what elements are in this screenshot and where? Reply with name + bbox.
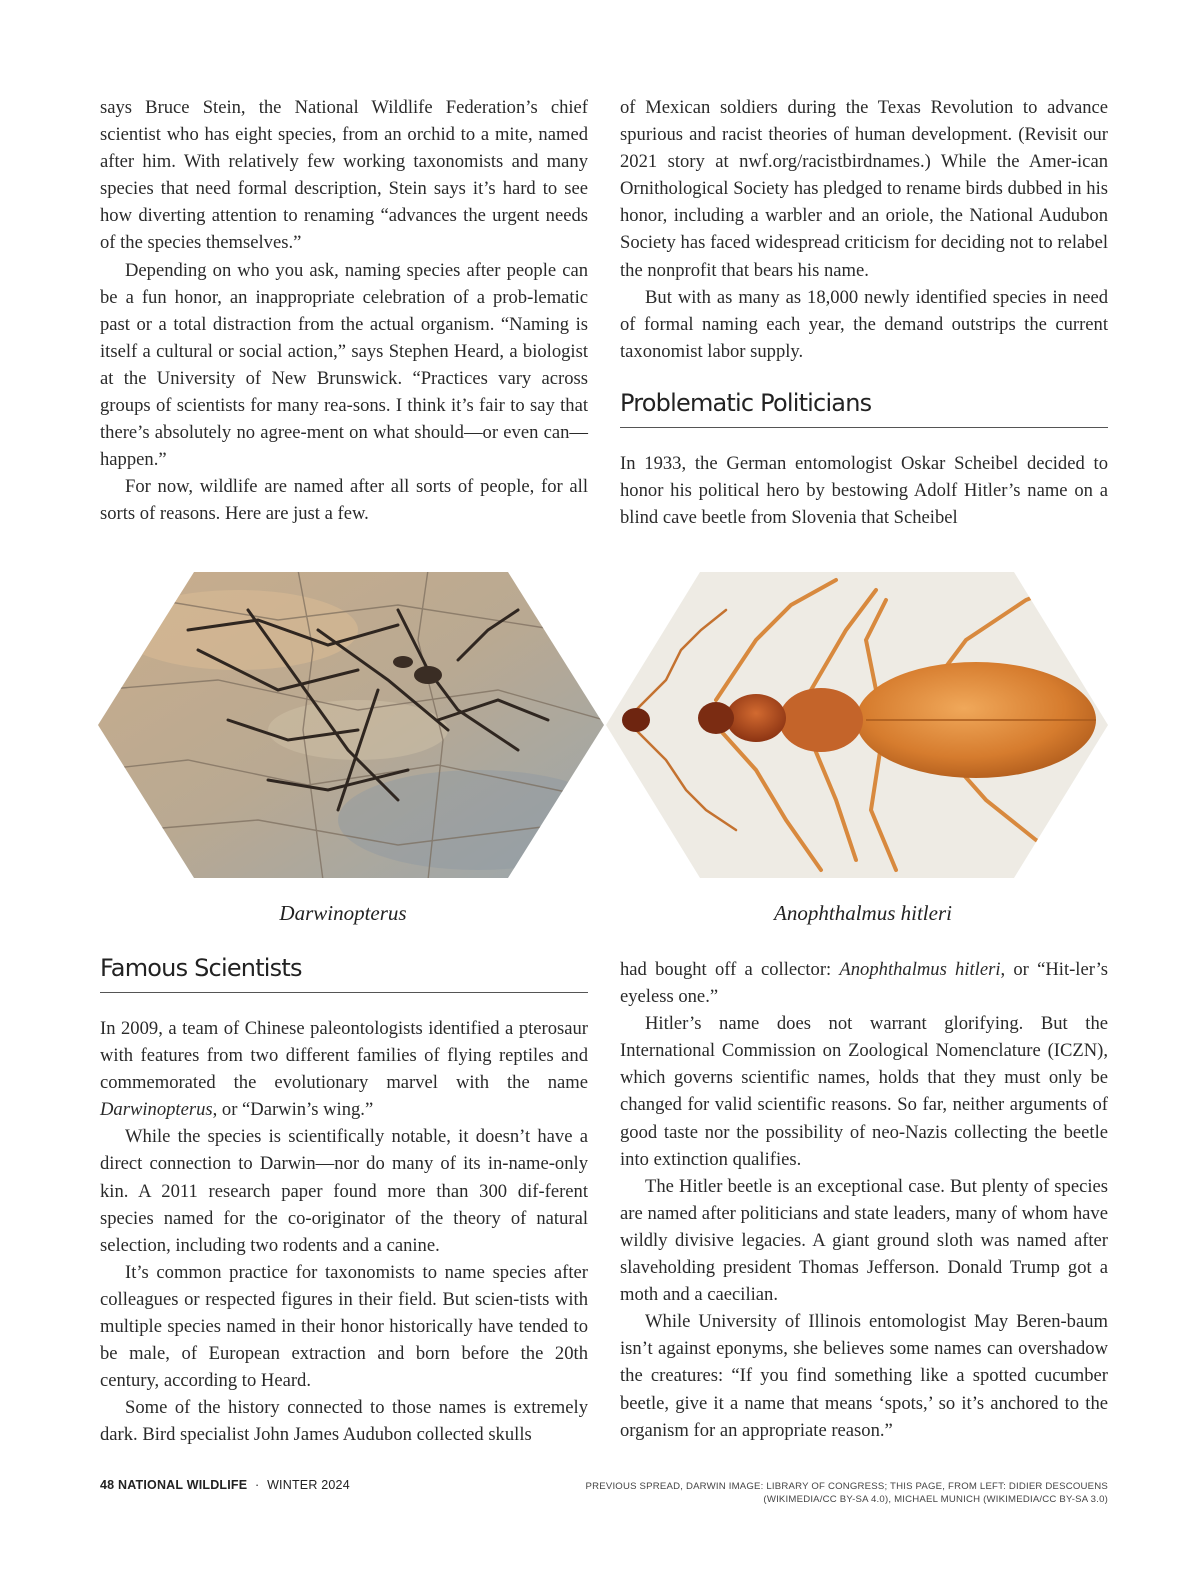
image-caption-darwinopterus: Darwinopterus [279, 901, 407, 925]
credits-line: PREVIOUS SPREAD, DARWIN IMAGE: LIBRARY OF CONGRESS; THIS PAGE, FROM LEFT: DIDIER DESCOUENS [585, 1481, 1108, 1492]
paragraph: had bought off a collector: Anophthalmus hitleri, or “Hit-ler’s eyeless one.” [620, 959, 1109, 1008]
page-footer-folio [100, 1478, 350, 1492]
section-heading-politicians: Problematic Politicians [620, 388, 872, 417]
paragraph: While the species is scientifically notable, it doesn’t have a direct connection to Darwin—nor do many of its in-name-only kin. A 2011 research paper found more than 300 dif-ferent species named for the co-originator of the theory of natural selection, including two rodents and a canine. [100, 1126, 588, 1256]
paragraph: In 1933, the German entomologist Oskar Scheibel decided to honor his political hero by bestowing Adolf Hitler’s name on a blind cave beetle from Slovenia that Scheibel [620, 452, 1108, 529]
image-caption-anophthalmus: Anophthalmus hitleri [774, 901, 952, 925]
section-heading-scientists: Famous Scientists [100, 954, 302, 982]
paragraph: For now, wildlife are named after all sorts of people, for all sorts of reasons. Here are just a few. [100, 476, 588, 525]
paragraph: of Mexican soldiers during the Texas Revolution to advance spurious and racist theories of human development. (Revisit our 2021 story at nwf.org/racistbirdnames.) While the Amer-ican Ornithological Society has pledged to rename birds dubbed in his honor, including a warbler and an oriole, the National Audubon Society has faced widespread criticism for deciding not to relabel the nonprofit that bears his name. [620, 97, 1108, 281]
right-column-bottom [620, 956, 1108, 1444]
paragraph: Hitler’s name does not warrant glorifying. But the International Commission on Zoological Nomenclature (ICZN), which governs scientific names, holds that they must only be changed for valid scientific reasons. So far, neither arguments of good taste nor the possibility of neo-Nazis collecting the beetle into extinction qualifies. [620, 1013, 1108, 1170]
paragraph: But with as many as 18,000 newly identified species in need of formal naming each year, the demand outstrips the current taxonomist labor supply. [620, 286, 1108, 362]
anophthalmus-beetle-image [606, 570, 1108, 880]
credits-line: (WIKIMEDIA/CC BY-SA 4.0), MICHAEL MUNICH (WIKIMEDIA/CC BY-SA 3.0) [763, 1494, 1108, 1505]
footer-separator: · [255, 1478, 260, 1492]
section-divider [620, 427, 1108, 428]
paragraph: The Hitler beetle is an exceptional case. But plenty of species are named after politicians and state leaders, many of whom have wildly divisive legacies. A giant ground sloth was named after slaveholding president Thomas Jefferson. Donald Trump got a moth and a caecilian. [620, 1175, 1108, 1306]
magazine-name: NATIONAL WILDLIFE [118, 1478, 248, 1492]
paragraph: While University of Illinois entomologist May Beren-baum isn’t against eponyms, she believes some names can overshadow the creatures: “If you find something like a spotted cucumber beetle, give it a name that means ‘spots,’ so it’s anchored to the organism for an appropriate reason.” [620, 1311, 1108, 1441]
paragraph: Depending on who you ask, naming species after people can be a fun honor, an inappropriate celebration of a prob-lematic past or a total distraction from the actual organism. “Naming is itself a cultural or social action,” says Stephen Heard, a biologist at the University of New Brunswick. “Practices vary across groups of scientists for many rea-sons. I think it’s fair to say that there’s absolutely no agree-ment on what should—or even can—happen.” [100, 259, 588, 471]
darwinopterus-fossil-image [98, 570, 604, 880]
issue-date: WINTER 2024 [267, 1478, 350, 1492]
paragraph: It’s common practice for taxonomists to name species after colleagues or respected figures in their field. But scien-tists with multiple species named in their honor historically have tended to be male, of European extraction and born before the 20th century, according to Heard. [100, 1261, 588, 1392]
photo-credits [488, 1480, 1108, 1506]
left-column-top [100, 94, 588, 528]
page-number: 48 [100, 1478, 115, 1492]
paragraph: Some of the history connected to those names is extremely dark. Bird specialist John James Audubon collected skulls [100, 1397, 588, 1446]
left-column-bottom [100, 954, 588, 1449]
paragraph: In 2009, a team of Chinese paleontologists identified a pterosaur with features from two different families of flying reptiles and commemorated the evolutionary marvel with the name Darwinopterus, or “Darwin’s wing.” [100, 1018, 588, 1121]
right-column-top [620, 94, 1108, 531]
section-divider [100, 992, 588, 993]
paragraph: says Bruce Stein, the National Wildlife Federation’s chief scientist who has eight species, from an orchid to a mite, named after him. With relatively few working taxonomists and many species that need formal description, Stein says it’s hard to see how diverting attention to renaming “advances the urgent needs of the species themselves.” [100, 97, 588, 254]
